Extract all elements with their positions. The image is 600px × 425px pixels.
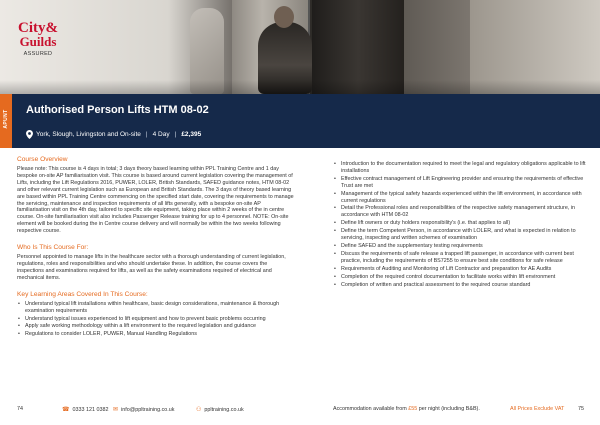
accommodation-post: per night (including B&B). <box>418 406 480 412</box>
website-url: ppltraining.co.uk <box>204 406 244 413</box>
accommodation-note <box>333 406 480 412</box>
list-item: • Introduction to the documentation required to meet the legal and regulatory obligations applicable to lift installations <box>333 161 588 175</box>
phone-icon: ☎ <box>62 407 70 413</box>
who-text: Personnel appointed to manage lifts in the healthcare sector with a thorough understanding of current legislation, regulations, roles and responsibilities and who should undertake these. In addition, the course covers the inspections and examinations required for lifts, as well as the safety examinations required of electrical and mechanical items. <box>17 254 286 281</box>
page-footer <box>0 402 600 416</box>
list-item: • Regulations to consider LOLER, PUWER, Manual Handling Regulations <box>17 331 295 338</box>
page-number-right: 75 <box>578 406 584 412</box>
list-item: • Define SAFED and the supplementary testing requirements <box>333 243 588 250</box>
who-heading: Who Is This Course For: <box>17 244 89 252</box>
overview-heading: Course Overview <box>17 156 68 163</box>
location-pin-icon <box>26 130 33 139</box>
city-guilds-logo <box>14 22 62 68</box>
left-column <box>17 156 295 339</box>
key-learning-list <box>17 301 295 339</box>
course-title: Authorised Person Lifts HTM 08-02 <box>26 104 209 116</box>
hero-floor-shade <box>0 80 600 94</box>
vat-note: All Prices Exclude VAT <box>510 406 565 412</box>
list-item: • Requirements of Auditing and Monitoring of Lift Contractor and preparation for AE Audits <box>333 266 588 273</box>
list-item: • Define the term Competent Person, in accordance with LOLER, and what is expected in relation to servicing, inspecting and written schemes of examination <box>333 228 588 242</box>
phone-number: 0333 121 0382 <box>72 406 109 413</box>
list-item: • Completion of written and practical assessment to the required course standard <box>333 282 588 289</box>
section-tab-label: APUNT <box>3 109 9 129</box>
course-price: £2,395 <box>181 131 202 138</box>
logo-badge: ASSURED <box>23 51 53 57</box>
key-learning-heading: Key Learning Areas Covered In This Course: <box>17 290 148 298</box>
meta-divider: | <box>145 131 148 138</box>
hero-photo <box>0 0 600 94</box>
page-number-left: 74 <box>17 406 23 412</box>
accommodation-pre: Accommodation available from <box>333 406 407 412</box>
list-item: • Completion of the required control documentation to facilitate works within lift environment <box>333 274 588 281</box>
list-item: • Management of the typical safety hazards experienced within the lift environment, in accordance with current regulations <box>333 191 588 205</box>
email-address: info@ppltraining.co.uk <box>121 406 175 413</box>
list-item: • Effective contract management of Lift Engineering provider and ensuring the requirements of effective Trust are met <box>333 176 588 190</box>
list-item: • Apply safe working methodology within a lift environment to the required legislation and guidance <box>17 323 295 330</box>
logo-line-2: Guilds <box>19 34 57 49</box>
footer-phone[interactable] <box>62 406 108 413</box>
footer-website[interactable] <box>196 406 244 413</box>
course-meta <box>26 130 201 139</box>
overview-text: Please note: This course is 4 days in total; 3 days theory based learning within PPL Training Centre and 1 day bespoke on-site AP familiarisation visit. This course is based around current legislation covering the management of Lifts, including the Lift Regulations 2016, PUWER, LOLER, British Standards, SAFED guidance notes, HTM 08-02 and other relevant current legislation such as European and British Standards. The 3 days of theory based learning are based within PPL Training Centre commencing on the specified start date, covering the requirements to manage the servicing, maintenance and inspection requirements of all lifts generally, with a bespoke on-site AP familiarisation visit on the 4th day, tailored to specific site equipment, taking place within 2 weeks of the in centre course. On-site familiarisation visit also includes Passenger Release training for up to 4 personnel. NOTE: On-site element will be booked during the in Centre course delivery and will normally be within the two weeks following respective course. <box>17 166 294 235</box>
logo-line-1: City& <box>18 20 58 36</box>
email-icon: ✉ <box>113 407 119 413</box>
course-locations: York, Slough, Livingston and On-site <box>36 131 141 138</box>
list-item: • Understand typical lift installations within healthcare, basic design considerations, maintenance & thorough examination requirements <box>17 301 295 315</box>
meta-divider: | <box>174 131 177 138</box>
web-icon: ⚇ <box>196 407 202 413</box>
list-item: • Detail the Professional roles and responsibilities of the respective safety management structure, in accordance with HTM 08-02 <box>333 205 588 219</box>
list-item: • Understand typical issues experienced to lift equipment and how to prevent basic problems occurring <box>17 316 295 323</box>
learning-outcomes-list <box>333 161 588 288</box>
title-banner <box>0 94 600 148</box>
list-item: • Define lift owners or duty holders responsibility's (i.e. that applies to all) <box>333 220 588 227</box>
course-duration: 4 Day <box>152 131 170 138</box>
right-column <box>333 161 588 289</box>
list-item: • Discuss the requirements of safe release a trapped lift passenger, in accordance with current best practice, including the requirements of BS7255 to ensure best site conditions for safe release <box>333 251 588 265</box>
hero-person-head <box>274 6 294 28</box>
footer-email[interactable] <box>113 406 174 413</box>
section-tab <box>0 94 12 148</box>
accommodation-price: £55 <box>408 406 418 412</box>
